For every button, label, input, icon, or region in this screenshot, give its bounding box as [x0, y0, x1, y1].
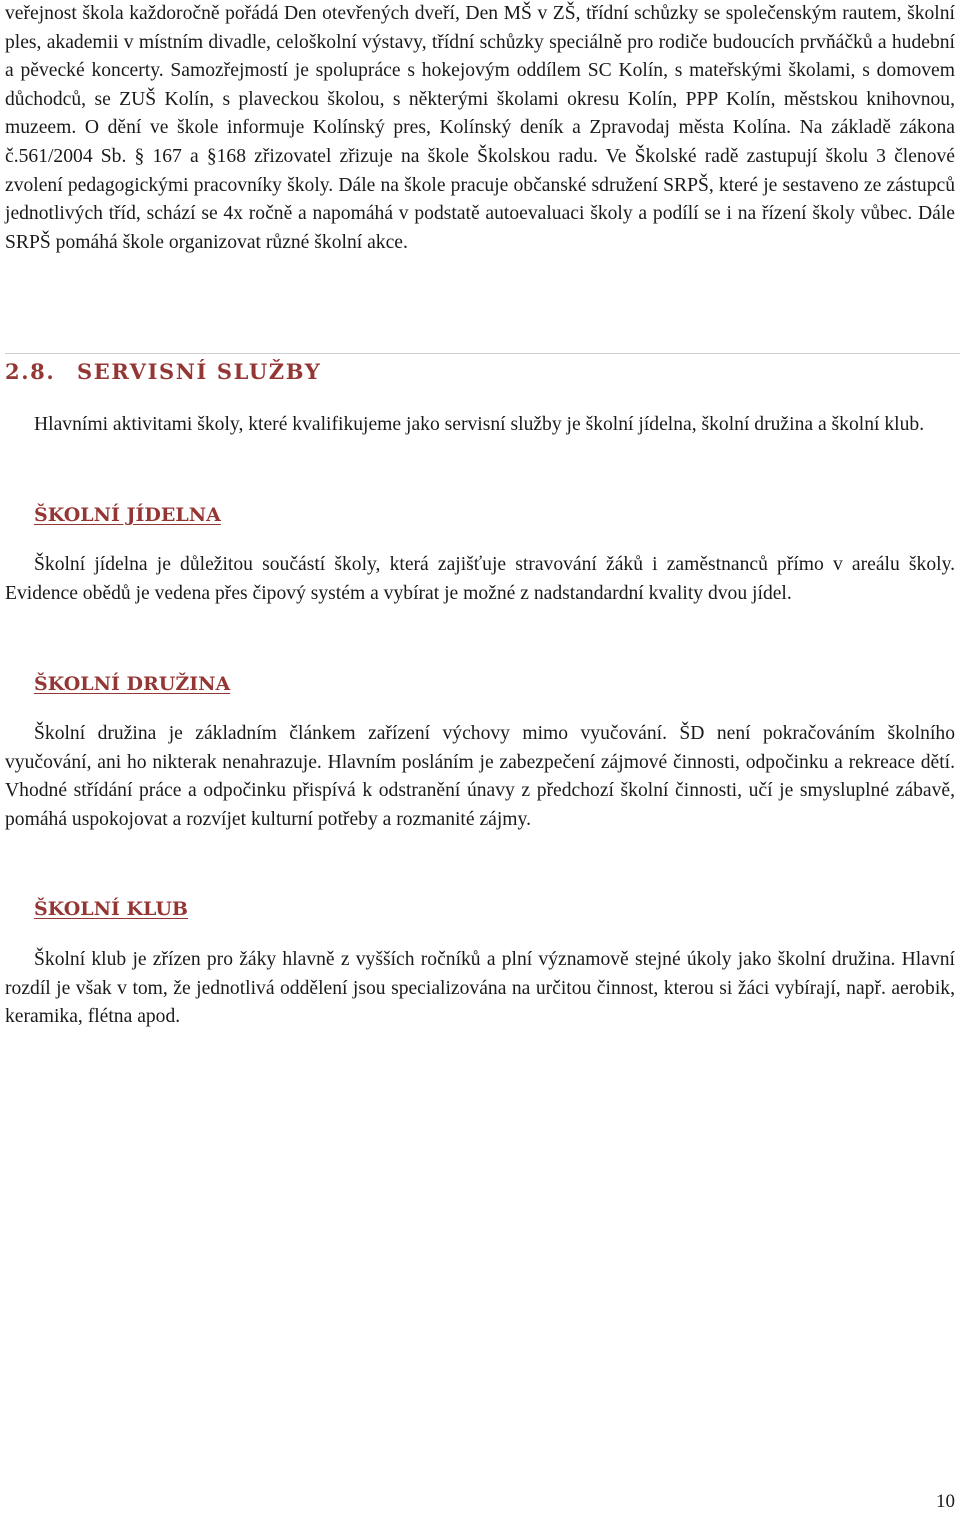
paragraph-skolni-klub: Školní klub je zřízen pro žáky hlavně z vyšších ročníků a plní významově stejné úkoly jako školní družina. Hlavní rozdíl je však v tom, že jednotlivá oddělení jsou specializována na určitou činnost, kterou si žáci vybírají, např. aerobik, keramika, flétna apod.	[5, 949, 955, 1028]
subheading-skolni-druzina: ŠKOLNÍ DRUŽINA	[34, 673, 231, 695]
paragraph-skolni-jidelna: Školní jídelna je důležitou součástí školy, která zajišťuje stravování žáků i zaměstnanců přímo v areálu školy. Evidence obědů je vedena přes čipový systém a vybírat je možné z nadstandardní kvality dvou jídel.	[5, 554, 955, 604]
section-number: 2.8.	[5, 359, 56, 384]
paragraph-skolni-druzina: Školní družina je základním článkem zařízení výchovy mimo vyučování. ŠD není pokračováním školního vyučování, ani ho nikterak nenahrazuje. Hlavním posláním je zabezpečení zájmové činnosti, odpočinku a rekreace dětí. Vhodné střídání práce a odpočinku přispívá k odstranění únavy z předchozí školní činnosti, učí je smysluplné zábavě, pomáhá uspokojovat a rozvíjet kulturní potřeby a rozmanité zájmy.	[5, 723, 955, 830]
page-number: 10	[936, 1491, 955, 1512]
subheading-skolni-klub: ŠKOLNÍ KLUB	[34, 898, 188, 920]
section-intro: Hlavními aktivitami školy, které kvalifikujeme jako servisní služby je školní jídelna, školní družina a školní klub.	[34, 414, 925, 435]
section-heading	[5, 356, 321, 388]
section-title: SERVISNÍ SLUŽBY	[77, 359, 322, 384]
section-divider	[5, 353, 960, 354]
subheading-skolni-jidelna: ŠKOLNÍ JÍDELNA	[34, 504, 221, 526]
intro-paragraph: veřejnost škola každoročně pořádá Den otevřených dveří, Den MŠ v ZŠ, třídní schůzky se společenským rautem, školní ples, akademii v místním divadle, celoškolní výstavy, třídní schůzky speciálně pro rodiče budoucích prvňáčků a hudební a pěvecké koncerty. Samozřejmostí je spolupráce s hokejovým oddílem SC Kolín, s mateřskými školami, s domovem důchodců, se ZUŠ Kolín, s plaveckou školou, s některými školami okresu Kolín, PPP Kolín, městskou knihovnou, muzeem. O dění ve škole informuje Kolínský pres, Kolínský deník a Zpravodaj města Kolína. Na základě zákona č.561/2004 Sb. § 167 a §168 zřizovatel zřizuje na škole Školskou radu. Ve Školské radě zastupují školu 3 členové zvolení pedagogickými pracovníky školy. Dále na škole pracuje občanské sdružení SRPŠ, které je sestaveno ze zástupců jednotlivých tříd, schází se 4x ročně a napomáhá v podstatě autoevaluaci školy a podílí se i na řízení školy vůbec. Dále SRPŠ pomáhá škole organizovat různé školní akce.	[5, 3, 955, 253]
